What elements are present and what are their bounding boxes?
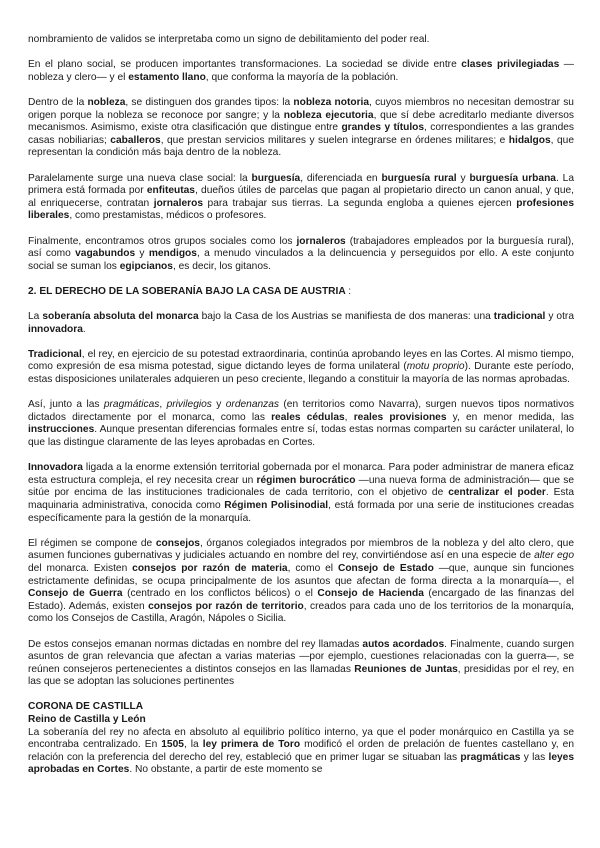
section-heading-suffix: : bbox=[348, 285, 352, 297]
text-run: —nobleza y clero— y el bbox=[28, 59, 574, 83]
bold-term: consejos por razón de materia bbox=[132, 562, 288, 574]
text-run: , como el bbox=[287, 562, 338, 574]
text-run: Paralelamente surge una nueva clase social: la bbox=[28, 172, 252, 184]
italic-term: pragmáticas bbox=[103, 399, 160, 411]
text-run: , el rey, en ejercicio de su potestad extraordinaria, continúa aprobando leyes en las Cortes. Al mismo tiempo, como expresión de esa misma potestad, sigue dictando leyes de forma unilateral ( bbox=[28, 348, 574, 373]
bold-term: jornaleros bbox=[296, 235, 346, 247]
bold-term: enfiteutas bbox=[146, 185, 195, 197]
bold-term: ley primera de Toro bbox=[202, 739, 301, 751]
text-run: ligada a la enorme extensión territorial gobernada por el monarca. Para poder administrar de manera eficaz esta estructura compleja, el rey necesita crear un bbox=[28, 462, 574, 486]
text-run: Finalmente, encontramos otros grupos sociales como los bbox=[28, 235, 297, 247]
bold-term: Reuniones de Juntas bbox=[354, 663, 458, 675]
bold-term: burguesía rural bbox=[381, 172, 457, 184]
text-run: , que sí debe acreditarlo mediante diversos mecanismos. Asimismo, existe otra clasificación que distingue entre bbox=[28, 109, 574, 134]
italic-term: alter ego bbox=[534, 550, 574, 562]
text-run: La soberanía del rey no afecta en absoluto al equilibrio político interno, ya que el poder monárquico en Castilla ya se encontraba centralizado. En bbox=[28, 726, 574, 751]
subheading-castilla-leon: Reino de Castilla y León bbox=[28, 714, 146, 726]
text-run: . La primera está formada por bbox=[28, 172, 574, 197]
bold-term: clases privilegiadas bbox=[461, 59, 560, 71]
text-run: modificó el orden de prelación de fuentes castellano y, en relación con la preferencia del derecho del rey, estableció que en primer lugar se situaban las bbox=[28, 739, 574, 763]
text-run: y bbox=[456, 172, 470, 184]
bold-term: autos acordados bbox=[362, 638, 445, 650]
bold-term: profesiones liberales bbox=[28, 197, 575, 222]
text-run: , bbox=[344, 411, 354, 423]
text-run: , la bbox=[183, 739, 203, 751]
bold-term: Innovadora bbox=[28, 462, 83, 474]
text-run: bajo la Casa de los Austrias se manifiesta de dos maneras: una bbox=[198, 311, 494, 323]
text-run: De estos consejos emanan normas dictadas en nombre del rey llamadas bbox=[28, 638, 363, 650]
bold-term: burguesía bbox=[251, 172, 301, 184]
text-run: , dueños útiles de parcelas que pagan al propietario directo un canon anual, y que, al enriquecerse, contratan bbox=[28, 185, 574, 209]
paragraph-tradicional bbox=[28, 349, 574, 387]
paragraph-consejos bbox=[28, 538, 574, 626]
text-run: y las bbox=[520, 751, 549, 763]
paragraph-tipos-normativos bbox=[28, 399, 574, 449]
text-run: ). Durante este período, estas disposiciones unilaterales adquieren un peso creciente, llegando a constituir la mayoría de las normas aprobadas. bbox=[28, 361, 574, 386]
bold-term: nobleza notoria bbox=[293, 96, 370, 108]
text-run: , que representan la condición más baja dentro de la nobleza. bbox=[28, 134, 574, 159]
bold-term: reales provisiones bbox=[353, 411, 447, 423]
paragraph-soberania-absoluta bbox=[28, 311, 574, 336]
text-run: Así, junto a las bbox=[28, 399, 104, 411]
text-run: , a menudo vinculados a la delincuencia y perseguidos por ello. A este conjunto social se suman los bbox=[28, 248, 574, 272]
text-run: , cuyos miembros no necesitan demostrar su origen porque la nobleza se reconoce por sangre; y la bbox=[28, 96, 574, 121]
text-run: En el plano social, se producen importantes transformaciones. La sociedad se divide entre bbox=[28, 59, 462, 71]
paragraph-otros-grupos bbox=[28, 236, 574, 274]
paragraph-innovadora bbox=[28, 462, 574, 525]
text-run: , como prestamistas, médicos o profesores. bbox=[69, 210, 267, 222]
text-run: nombramiento de validos se interpretaba como un signo de debilitamiento del poder real. bbox=[28, 34, 430, 45]
bold-term: centralizar el poder bbox=[448, 487, 546, 499]
bold-term: Consejo de Guerra bbox=[28, 588, 123, 600]
paragraph-plano-social bbox=[28, 59, 574, 84]
bold-term: leyes aprobadas en Cortes bbox=[28, 751, 575, 776]
italic-term: privilegios bbox=[166, 399, 212, 411]
text-run: . bbox=[82, 323, 86, 335]
bold-term: soberanía absoluta del monarca bbox=[42, 311, 199, 323]
text-run: . Esta maquinaria administrativa, conocida como bbox=[28, 487, 574, 511]
text-run: . No obstante, a partir de este momento se bbox=[129, 764, 323, 776]
text-run: , es decir, los gitanos. bbox=[172, 260, 271, 272]
text-run: para trabajar sus tierras. La segunda engloba a quienes ejercen bbox=[203, 197, 517, 209]
bold-term: instrucciones bbox=[28, 424, 95, 436]
bold-term: estamento llano bbox=[128, 71, 206, 83]
text-run: y otra bbox=[545, 311, 574, 323]
text-run: (trabajadores empleados por la burguesía rural), así como bbox=[28, 235, 574, 260]
text-run: , diferenciada en bbox=[300, 172, 382, 184]
text-run: Dentro de la bbox=[28, 96, 88, 108]
paragraph-castilla bbox=[28, 727, 574, 777]
bold-term: grandes y títulos bbox=[341, 122, 425, 134]
text-run: (encargado de las finanzas del Estado). Además, existen bbox=[28, 588, 574, 612]
italic-term: ordenanzas bbox=[225, 399, 280, 411]
bold-term: hidalgos bbox=[508, 134, 551, 146]
paragraph-validos bbox=[28, 34, 574, 47]
section-heading-text: 2. EL DERECHO DE LA SOBERANÍA BAJO LA CASA DE AUSTRIA bbox=[28, 285, 346, 297]
text-run: La bbox=[28, 311, 43, 323]
paragraph-nobleza bbox=[28, 97, 574, 160]
text-run: —una nueva forma de administración— que se sitúe por encima de las instituciones tradicionales de cada territorio, con el objetivo de bbox=[28, 474, 574, 499]
text-run: , bbox=[159, 399, 167, 411]
bold-term: nobleza bbox=[87, 96, 126, 108]
text-run: y bbox=[211, 399, 226, 411]
text-run: , presididas por el rey, en las que se adoptan las soluciones pertinentes bbox=[28, 663, 574, 688]
text-run: , que prestan servicios militares y suelen integrarse en órdenes militares; e bbox=[160, 134, 509, 146]
text-run: , que conforma la mayoría de la población. bbox=[205, 71, 399, 83]
bold-term: Consejo de Hacienda bbox=[317, 588, 424, 600]
italic-term: motu proprio bbox=[406, 361, 465, 373]
heading-corona-castilla: CORONA DE CASTILLA bbox=[28, 701, 144, 713]
text-run: , creados para cada uno de los territorios de la monarquía, como los Consejos de Castilla, Aragón, Nápoles o Sicilia. bbox=[28, 600, 574, 625]
text-run: , se distinguen dos grandes tipos: la bbox=[125, 96, 294, 108]
bold-term: burguesía urbana bbox=[469, 172, 556, 184]
text-run: y, en menor medida, las bbox=[446, 411, 574, 423]
text-run: . Finalmente, cuando surgen asuntos de gran relevancia que afectan a varias materias —por ejemplo, cuestiones relacionadas con la guerra—, se reúnen consejeros pertenecientes a distintos consejos en las llamadas bbox=[28, 638, 574, 675]
text-run: —que, aunque sin funciones estrictamente definidas, se ocupa principalmente de los asuntos que afectan de forma directa a la monarquía—, el bbox=[28, 562, 575, 587]
bold-term: consejos por razón de territorio bbox=[148, 600, 304, 612]
bold-term: vagabundos bbox=[75, 248, 136, 260]
text-run: El régimen se compone de bbox=[28, 537, 156, 549]
bold-term: Consejo de Estado bbox=[337, 562, 434, 574]
paragraph-autos-acordados bbox=[28, 639, 574, 689]
text-run: . Aunque presentan diferencias formales entre sí, todas estas normas comparten su carácter unilateral, lo que las distingue claramente de las leyes aprobadas en Cortes. bbox=[28, 424, 574, 448]
text-run: del monarca. Existen bbox=[28, 562, 133, 574]
bold-term: caballeros bbox=[110, 134, 161, 146]
bold-term: 1505 bbox=[161, 739, 184, 751]
bold-term: régimen burocrático bbox=[256, 474, 356, 486]
section-heading-soberania bbox=[28, 286, 574, 299]
bold-term: nobleza ejecutoria bbox=[283, 109, 374, 121]
text-run: y bbox=[135, 248, 149, 260]
bold-term: Régimen Polisinodial bbox=[224, 499, 329, 511]
bold-term: reales cédulas bbox=[271, 411, 345, 423]
text-run: (centrado en los conflictos bélicos) o el bbox=[122, 588, 318, 600]
text-run: , está formada por una serie de instituciones creadas específicamente para la gestión de la monarquía. bbox=[28, 499, 575, 524]
bold-term: tradicional bbox=[493, 311, 546, 323]
bold-term: egipcianos bbox=[119, 260, 173, 272]
bold-term: jornaleros bbox=[153, 197, 204, 209]
bold-term: Tradicional bbox=[28, 348, 82, 360]
bold-term: innovadora bbox=[28, 323, 83, 335]
paragraph-burguesia bbox=[28, 173, 574, 223]
bold-term: pragmáticas bbox=[460, 751, 521, 763]
text-run: (en territorios como Navarra), surgen nuevos tipos normativos dictados directamente por el monarca, como las bbox=[28, 399, 574, 423]
text-run: , correspondientes a las grandes casas nobiliarias; bbox=[28, 122, 575, 146]
bold-term: consejos bbox=[155, 537, 200, 549]
bold-term: mendigos bbox=[148, 248, 197, 260]
text-run: , órganos colegiados integrados por miembros de la nobleza y del alto clero, que asumen funciones gubernativas y judiciales actuando en nombre del rey, convirtiéndose así en una especie de bbox=[28, 537, 574, 562]
